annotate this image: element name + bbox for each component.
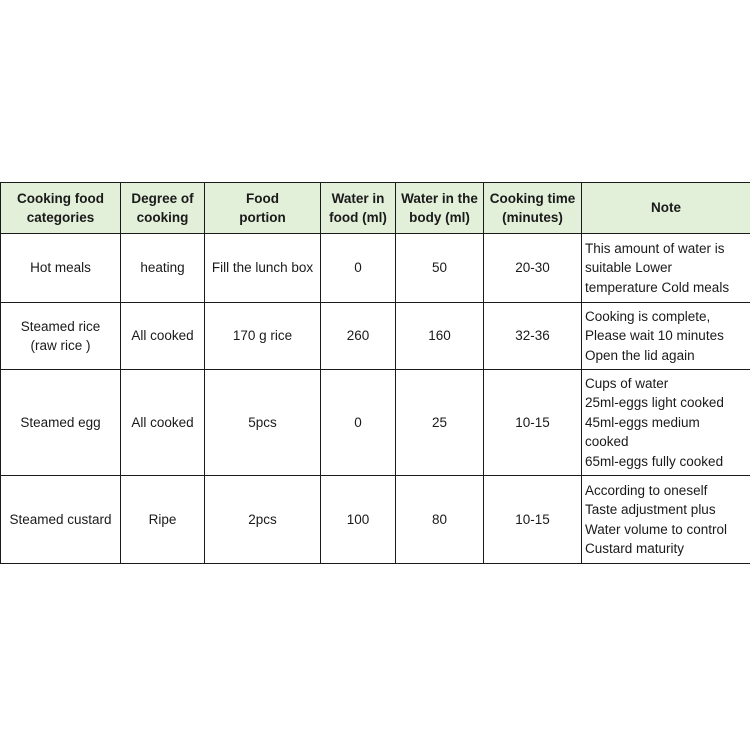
note-cell: This amount of water is suitable Lower temperature Cold meals (582, 234, 750, 303)
header-cooking-time: Cooking time (minutes) (484, 183, 582, 234)
water-food-cell: 100 (321, 476, 396, 564)
degree-cell: Ripe (121, 476, 205, 564)
header-degree-of-cooking: Degree of cooking (121, 183, 205, 234)
table-row (1, 370, 750, 476)
water-body-cell: 25 (396, 370, 484, 476)
water-body-cell: 80 (396, 476, 484, 564)
note-cell: Cooking is complete, Please wait 10 minutes Open the lid again (582, 303, 750, 370)
header-water-in-food: Water in food (ml) (321, 183, 396, 234)
water-body-cell: 160 (396, 303, 484, 370)
water-food-cell: 260 (321, 303, 396, 370)
header-cooking-food-categories: Cooking food categories (1, 183, 121, 234)
degree-cell: All cooked (121, 370, 205, 476)
note-cell: Cups of water 25ml-eggs light cooked 45ml-eggs medium cooked 65ml-eggs fully cooked (582, 370, 750, 476)
note-cell: According to oneself Taste adjustment plus Water volume to control Custard maturity (582, 476, 750, 564)
portion-cell: Fill the lunch box (205, 234, 321, 303)
degree-cell: heating (121, 234, 205, 303)
category-cell: Hot meals (1, 234, 121, 303)
table-row (1, 303, 750, 370)
category-cell: Steamed custard (1, 476, 121, 564)
time-cell: 10-15 (484, 476, 582, 564)
cooking-table (0, 182, 750, 564)
category-cell: Steamed egg (1, 370, 121, 476)
water-food-cell: 0 (321, 234, 396, 303)
header-note: Note (582, 183, 750, 234)
table-row (1, 476, 750, 564)
time-cell: 32-36 (484, 303, 582, 370)
time-cell: 20-30 (484, 234, 582, 303)
header-food-portion: Food portion (205, 183, 321, 234)
category-cell: Steamed rice (raw rice ) (1, 303, 121, 370)
time-cell: 10-15 (484, 370, 582, 476)
water-body-cell: 50 (396, 234, 484, 303)
header-row (1, 183, 750, 234)
portion-cell: 2pcs (205, 476, 321, 564)
table-row (1, 234, 750, 303)
portion-cell: 5pcs (205, 370, 321, 476)
header-water-in-body: Water in the body (ml) (396, 183, 484, 234)
water-food-cell: 0 (321, 370, 396, 476)
degree-cell: All cooked (121, 303, 205, 370)
portion-cell: 170 g rice (205, 303, 321, 370)
